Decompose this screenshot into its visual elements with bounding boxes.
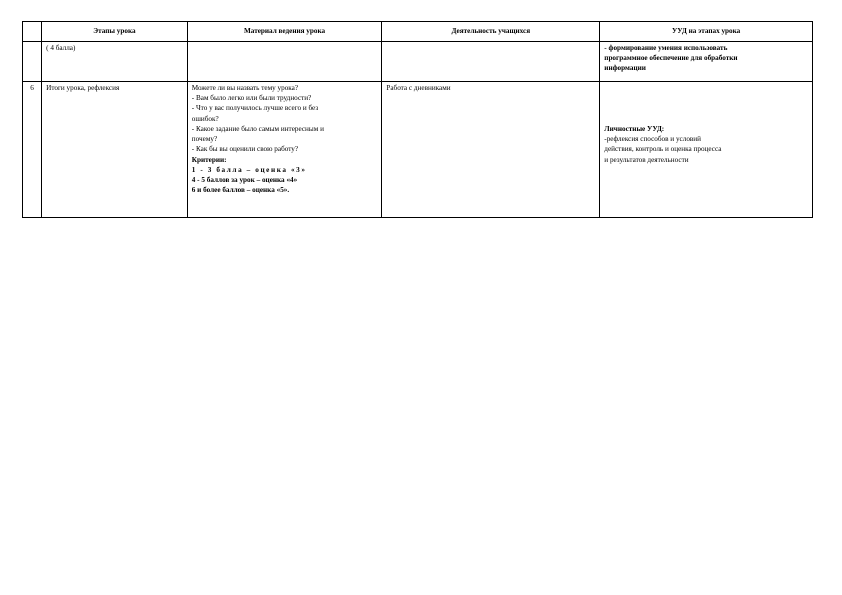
header-uud: УУД на этапах урока [600,22,813,42]
material-line: ошибок? [191,114,219,123]
table-row [23,42,813,82]
activity-cell [382,42,600,82]
criteria-heading: Критерии: [191,155,227,164]
stage-cell: ( 4 балла) [42,42,188,82]
header-material: Материал ведения урока [187,22,382,42]
material-line: почему? [191,135,218,144]
uud-title: Личностные УУД: [604,125,665,133]
uud-line: -рефлексия способов и условий [604,135,701,144]
uud-line: - формирование умения использовать [604,44,728,52]
material-line: - Как бы вы оценили свою работу? [191,145,299,154]
material-line: - Вам было легко или были трудности? [191,94,312,103]
table-row [23,82,813,218]
criteria-line: 4 - 5 баллов за урок – оценка «4» [191,175,298,184]
material-line: Можете ли вы назвать тему урока? [191,84,299,92]
criteria-line: 6 и более баллов – оценка «5». [191,186,290,195]
table-header-row [23,22,813,42]
row-number: 6 [23,82,42,218]
uud-line: действия, контроль и оценка процесса [604,145,722,154]
material-cell [187,82,382,218]
uud-cell [600,42,813,82]
uud-cell [600,82,813,218]
header-number [23,22,42,42]
uud-line: программное обеспечение для обработки [604,54,738,63]
stage-cell: Итоги урока, рефлексия [42,82,188,218]
row-number [23,42,42,82]
material-line: - Какое задание было самым интересным и [191,124,324,133]
material-line: - Что у вас получилось лучше всего и без [191,104,319,113]
activity-cell: Работа с дневниками [382,82,600,218]
material-cell [187,42,382,82]
header-activity: Деятельность учащихся [382,22,600,42]
uud-line: информации [604,64,646,73]
header-stages: Этапы урока [42,22,188,42]
lesson-plan-table [22,21,813,218]
criteria-line: 1 - 3 балла – оценка «3» [191,165,307,174]
uud-line: и результатов деятельности [604,155,689,164]
